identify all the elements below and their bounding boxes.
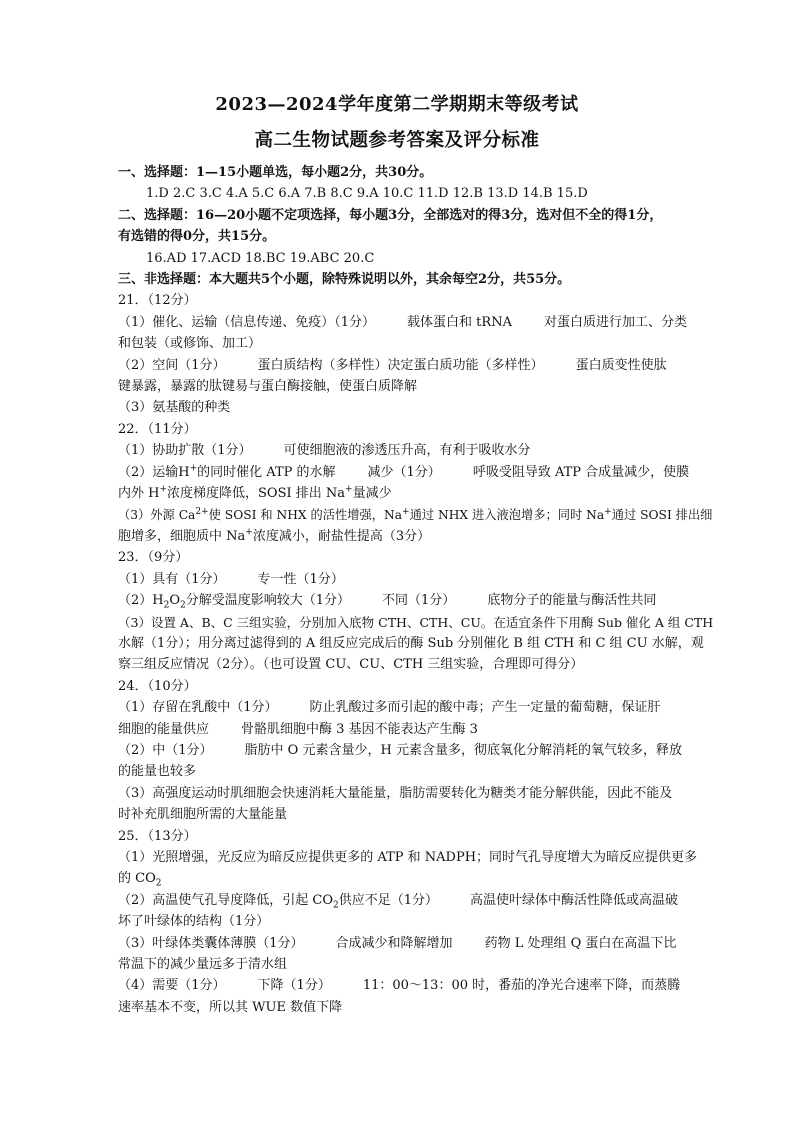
q22-answer1: （1）协助扩散（1分） 可使细胞液的渗透压升高，有利于吸收水分 [118, 443, 531, 459]
q23-answer3-cont1: 水解（1分）；用分离过滤得到的 A 组反应完成后的酶 Sub 分别催化 B 组 CTH 和 C 组 CU 水解，观 [118, 635, 704, 651]
q22-answer2: （2）运输H+的同时催化 ATP 的水解 减少（1分） 呼吸受阻导致 ATP 合成量减少，使膜 [118, 463, 690, 480]
q25-answer1-cont: 的 $CO_2$ [118, 871, 162, 889]
q25-answer4-cont: 速率基本不变，所以其 WUE 数值下降 [118, 999, 343, 1015]
q24-answer2: （2）中（1分） 脂肪中 O 元素含量少，H 元素含量多，彻底氧化分解消耗的氧气较多，释放 [118, 742, 682, 758]
q24-number: 24．（10分） [118, 678, 197, 694]
q22-number: 22．（11分） [118, 421, 197, 437]
q21-answer2: （2）空间（1分） 蛋白质结构（多样性）决定蛋白质功能（多样性） 蛋白质变性使肽 [118, 357, 667, 373]
section2-heading-line1: 二、选择题：16—20小题不定项选择，每小题3分，全部选对的得3分，选对但不全的得1分， [118, 207, 663, 223]
page-title: 2023—2024学年度第二学期期末等级考试 [215, 94, 579, 115]
q21-answer1-cont: 和包装（或修饰、加工） [118, 336, 262, 352]
q25-answer1: （1）光照增强，光反应为暗反应提供更多的 ATP 和 NADPH；同时气孔导度增大为暗反应提供更多 [118, 850, 698, 865]
q25-answer2: （2）高温使气孔导度降低，引起 $CO_2$供应不足（1分） 高温使叶绿体中酶活性降低或高温破 [118, 892, 679, 911]
q25-number: 25．（13分） [118, 828, 197, 844]
q22-answer2-cont: 内外 H+浓度梯度降低，SOSI 排出 Na+量减少 [118, 484, 392, 502]
q23-answer3-cont2: 察三组反应情况（2分）。（也可设置 CU、CU、CTH 三组实验，合理即可得分） [118, 657, 584, 673]
q22-answer3: （3）外源 $Ca^{2+}$使 SOSI 和 NHX 的活性增强，Na+通过 NHX 进入液泡增多；同时 Na+通过 SOSI 排出细 [118, 506, 713, 522]
section2-heading-line2: 有选错的得0分，共15分。 [118, 229, 276, 245]
q25-answer3-cont: 常温下的减少量远多于清水组 [118, 957, 288, 973]
section3-heading: 三、非选择题：本大题共5个小题，除特殊说明以外，其余每空2分，共55分。 [118, 272, 571, 288]
q23-number: 23．（9分） [118, 550, 189, 566]
q24-answer1: （1）存留在乳酸中（1分） 防止乳酸过多而引起的酸中毒；产生一定量的葡萄糖，保证肝 [118, 700, 661, 716]
q21-answer1: （1）催化、运输（信息传递、免疫）（1分） 载体蛋白和 tRNA 对蛋白质进行加工、分类 [118, 314, 687, 330]
q24-answer3: （3）高强度运动时肌细胞会快速消耗大量能量，脂肪需要转化为糖类才能分解供能，因此不能及 [118, 785, 673, 801]
q21-answer2-cont: 键暴露，暴露的肽键易与蛋白酶接触，使蛋白质降解 [118, 379, 418, 395]
q24-answer3-cont: 时补充肌细胞所需的大量能量 [118, 807, 288, 823]
answer-body [118, 162, 714, 1018]
q24-answer2-cont: 的能量也较多 [118, 764, 197, 780]
q25-answer4: （4）需要（1分） 下降（1分） 11：00～13：00 时，番茄的净光合速率下降，而蒸腾 [118, 978, 681, 994]
page-subtitle: 高二生物试题参考答案及评分标准 [254, 130, 540, 151]
section2-answers: 16.AD 17.ACD 18.BC 19.ABC 20.C [146, 250, 375, 266]
q22-answer3-cont: 胞增多，细胞质中 Na+浓度减小，耐盐性提高（3分） [118, 527, 431, 544]
q25-answer3: （3）叶绿体类囊体薄膜（1分） 合成减少和降解增加 药物 L 处理组 Q 蛋白在高温下比 [118, 935, 677, 951]
q21-answer3: （3）氨基酸的种类 [118, 400, 231, 416]
section1-heading: 一、选择题：1—15小题单选，每小题2分，共30分。 [118, 165, 433, 180]
q21-number: 21．（12分） [118, 293, 197, 309]
q23-answer3: （3）设置 A、B、C 三组实验，分别加入底物 CTH、CTH、CU。在适宜条件下用酶 Sub 催化 A 组 CTH [118, 614, 714, 630]
section1-answers: 1.D 2.C 3.C 4.A 5.C 6.A 7.B 8.C 9.A 10.C 11.D 12.B 13.D 14.B 15.D [146, 186, 588, 202]
q23-answer2: $(2)H_2O_2$分解受温度影响较大（1分） 不同（1分） 底物分子的能量与酶活性共同 [118, 593, 657, 611]
q25-answer2-cont: 坏了叶绿体的结构（1分） [118, 914, 270, 930]
q24-answer1-cont: 细胞的能量供应 骨骼肌细胞中酶 3 基因不能表达产生酶 3 [118, 721, 478, 737]
q23-answer1: （1）具有（1分） 专一性（1分） [118, 571, 344, 587]
